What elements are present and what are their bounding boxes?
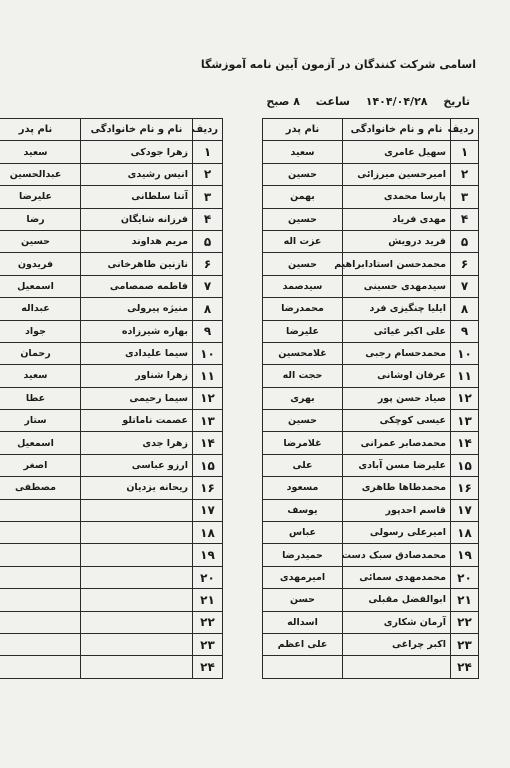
table-row — [0, 544, 223, 566]
row-father-name: حسن — [263, 589, 343, 611]
row-father-name: مصطفی — [0, 477, 81, 499]
row-father-name: جواد — [0, 320, 81, 342]
row-number: ۱۰ — [451, 342, 479, 364]
row-name — [81, 499, 193, 521]
row-name: زهرا جدی — [81, 432, 193, 454]
table-row — [0, 522, 223, 544]
row-number: ۷ — [193, 275, 223, 297]
row-number: ۱۶ — [451, 477, 479, 499]
column-header-index: ردیف — [451, 119, 479, 141]
row-name — [81, 566, 193, 588]
row-name: آرمان شکاری — [343, 611, 451, 633]
table-row — [263, 253, 479, 275]
row-number: ۳ — [193, 186, 223, 208]
table-row — [263, 320, 479, 342]
row-number: ۱۷ — [451, 499, 479, 521]
row-father-name: اسمعیل — [0, 432, 81, 454]
row-number: ۱۸ — [193, 522, 223, 544]
row-father-name: حسین — [0, 230, 81, 252]
row-number: ۴ — [193, 208, 223, 230]
row-number: ۱۴ — [193, 432, 223, 454]
row-father-name — [0, 544, 81, 566]
column-header-father: نام پدر — [0, 119, 81, 141]
table-row — [263, 230, 479, 252]
table-row — [263, 544, 479, 566]
row-number: ۳ — [451, 186, 479, 208]
row-name: عیسی کوچکی — [343, 410, 451, 432]
row-number: ۱ — [193, 141, 223, 163]
row-number: ۲۴ — [451, 656, 479, 678]
table-row — [263, 611, 479, 633]
row-father-name: بهمن — [263, 186, 343, 208]
row-name: محمدمهدی سمائی — [343, 566, 451, 588]
row-name: نازنین طاهرخانی — [81, 253, 193, 275]
row-name: سیدمهدی حسینی — [343, 275, 451, 297]
table-row — [263, 298, 479, 320]
row-name: فرزانه شایگان — [81, 208, 193, 230]
row-father-name: غلامرضا — [263, 432, 343, 454]
row-number: ۹ — [451, 320, 479, 342]
table-row — [0, 163, 223, 185]
row-number: ۲۴ — [193, 656, 223, 678]
row-number: ۴ — [451, 208, 479, 230]
row-name: محمدصابر عمرانی — [343, 432, 451, 454]
table-row — [263, 387, 479, 409]
row-father-name: حسین — [263, 208, 343, 230]
row-father-name — [0, 589, 81, 611]
row-name: سیما رحیمی — [81, 387, 193, 409]
table-row — [263, 365, 479, 387]
table-row — [263, 141, 479, 163]
row-father-name — [0, 566, 81, 588]
row-name: زهرا شناور — [81, 365, 193, 387]
row-father-name: یوسف — [263, 499, 343, 521]
row-number: ۱۹ — [451, 544, 479, 566]
row-name: محمدحسام رجبی — [343, 342, 451, 364]
row-name: سیما علیدادی — [81, 342, 193, 364]
table-row — [263, 499, 479, 521]
table-row — [263, 522, 479, 544]
row-name: امیرحسین میرزائی — [343, 163, 451, 185]
table-row — [0, 186, 223, 208]
column-header-name: نام و نام خانوادگی — [343, 119, 451, 141]
row-number: ۶ — [193, 253, 223, 275]
date-value: ۱۴۰۴/۰۴/۲۸ — [365, 95, 428, 108]
row-name — [81, 611, 193, 633]
table-row — [0, 365, 223, 387]
column-header-index: ردیف — [193, 119, 223, 141]
row-name: زهرا جودکی — [81, 141, 193, 163]
table-row — [0, 230, 223, 252]
row-name: ابوالفضل مقبلی — [343, 589, 451, 611]
row-name: محمدحسن استادابراهیم — [343, 253, 451, 275]
row-number: ۱ — [451, 141, 479, 163]
row-father-name — [0, 522, 81, 544]
row-name: محمدصادق سبک دست — [343, 544, 451, 566]
row-number: ۵ — [451, 230, 479, 252]
table-row — [0, 141, 223, 163]
row-name: ارزو عباسی — [81, 454, 193, 476]
row-father-name — [0, 633, 81, 655]
table-row — [263, 589, 479, 611]
table-row — [0, 656, 223, 678]
column-header-father: نام پدر — [263, 119, 343, 141]
row-father-name: سعید — [263, 141, 343, 163]
row-name: منیژه پیرولی — [81, 298, 193, 320]
date-line — [254, 95, 470, 108]
row-number: ۱۵ — [193, 454, 223, 476]
row-number: ۱۱ — [451, 365, 479, 387]
row-father-name — [0, 499, 81, 521]
table-row — [0, 611, 223, 633]
participants-table-left — [0, 118, 223, 679]
table-row — [0, 298, 223, 320]
row-number: ۵ — [193, 230, 223, 252]
row-name: عصمت ناماتلو — [81, 410, 193, 432]
table-row — [0, 499, 223, 521]
table-row — [0, 454, 223, 476]
row-number: ۶ — [451, 253, 479, 275]
participants-table-right — [262, 118, 479, 679]
column-header-name: نام و نام خانوادگی — [81, 119, 193, 141]
row-number: ۲۳ — [451, 633, 479, 655]
row-father-name: امیرمهدی — [263, 566, 343, 588]
row-father-name: حسین — [263, 253, 343, 275]
table-row — [0, 566, 223, 588]
row-name: عرفان اوشانی — [343, 365, 451, 387]
row-name — [81, 522, 193, 544]
table-row — [263, 342, 479, 364]
table-row — [263, 275, 479, 297]
table-row — [263, 454, 479, 476]
row-father-name: رضا — [0, 208, 81, 230]
row-number: ۲۱ — [451, 589, 479, 611]
table-row — [0, 208, 223, 230]
table-row — [263, 208, 479, 230]
row-father-name: اسمعیل — [0, 275, 81, 297]
row-number: ۱۵ — [451, 454, 479, 476]
table-row — [263, 163, 479, 185]
row-number: ۷ — [451, 275, 479, 297]
table-row — [0, 320, 223, 342]
row-name: انیس رشیدی — [81, 163, 193, 185]
row-number: ۱۸ — [451, 522, 479, 544]
row-number: ۲ — [193, 163, 223, 185]
row-father-name: ستار — [0, 410, 81, 432]
row-name: بهاره شیرزاده — [81, 320, 193, 342]
row-name: ایلیا چنگیزی فرد — [343, 298, 451, 320]
row-name — [81, 544, 193, 566]
table-row — [263, 477, 479, 499]
row-number: ۲۰ — [451, 566, 479, 588]
row-name: آتنا سلطانی — [81, 186, 193, 208]
row-father-name: حسین — [263, 163, 343, 185]
row-number: ۲۱ — [193, 589, 223, 611]
row-father-name: حسین — [263, 410, 343, 432]
table-row — [263, 186, 479, 208]
row-name: صیاد حسن پور — [343, 387, 451, 409]
table-row — [0, 477, 223, 499]
row-father-name: سعید — [0, 365, 81, 387]
row-father-name: سعید — [0, 141, 81, 163]
table-row — [0, 275, 223, 297]
row-name — [81, 656, 193, 678]
row-father-name: رحمان — [0, 342, 81, 364]
table-row — [263, 432, 479, 454]
table-row — [263, 566, 479, 588]
row-number: ۹ — [193, 320, 223, 342]
table-row — [0, 633, 223, 655]
row-number: ۱۳ — [451, 410, 479, 432]
table-row — [263, 410, 479, 432]
row-name: محمدطاها طاهری — [343, 477, 451, 499]
row-number: ۲۳ — [193, 633, 223, 655]
row-number: ۱۳ — [193, 410, 223, 432]
table-row — [0, 342, 223, 364]
table-row — [0, 589, 223, 611]
row-number: ۸ — [193, 298, 223, 320]
row-number: ۲ — [451, 163, 479, 185]
row-number: ۸ — [451, 298, 479, 320]
row-number: ۱۱ — [193, 365, 223, 387]
row-father-name: محمدرضا — [263, 298, 343, 320]
row-name: سهیل عامری — [343, 141, 451, 163]
row-number: ۱۲ — [451, 387, 479, 409]
row-name: فرید درویش — [343, 230, 451, 252]
row-name: علی اکبر غیائی — [343, 320, 451, 342]
row-name — [343, 656, 451, 678]
row-father-name: علیرضا — [263, 320, 343, 342]
table-row — [0, 410, 223, 432]
row-father-name: بهری — [263, 387, 343, 409]
row-father-name: حمیدرضا — [263, 544, 343, 566]
table-row — [0, 432, 223, 454]
table-row — [263, 656, 479, 678]
row-father-name: علیرضا — [0, 186, 81, 208]
row-father-name: عزت اله — [263, 230, 343, 252]
row-number: ۱۶ — [193, 477, 223, 499]
row-father-name: اسداله — [263, 611, 343, 633]
page-title: اسامی شرکت کنندگان در آزمون آیین نامه آموزشگا — [200, 58, 476, 71]
row-number: ۲۰ — [193, 566, 223, 588]
row-name — [81, 589, 193, 611]
row-name: اکبر چراغی — [343, 633, 451, 655]
row-father-name: عباس — [263, 522, 343, 544]
row-father-name: اصغر — [0, 454, 81, 476]
table-row — [263, 633, 479, 655]
row-father-name: عبدالحسین — [0, 163, 81, 185]
row-father-name — [0, 656, 81, 678]
row-father-name: عطا — [0, 387, 81, 409]
row-number: ۲۲ — [193, 611, 223, 633]
row-name: مریم هداوند — [81, 230, 193, 252]
row-name: امیرعلی رسولی — [343, 522, 451, 544]
row-name: قاسم احدپور — [343, 499, 451, 521]
time-value: ۸ صبح — [266, 95, 300, 108]
table-header-row — [0, 119, 223, 141]
row-father-name: سیدصمد — [263, 275, 343, 297]
row-number: ۱۰ — [193, 342, 223, 364]
row-father-name: عبداله — [0, 298, 81, 320]
table-header-row — [263, 119, 479, 141]
row-father-name: مسعود — [263, 477, 343, 499]
row-number: ۱۴ — [451, 432, 479, 454]
row-father-name: علی اعظم — [263, 633, 343, 655]
row-number: ۱۷ — [193, 499, 223, 521]
row-father-name: علی — [263, 454, 343, 476]
date-label: تاریخ — [443, 95, 470, 108]
row-name: فاطمه صمصامی — [81, 275, 193, 297]
row-father-name — [263, 656, 343, 678]
table-row — [0, 253, 223, 275]
table-row — [0, 387, 223, 409]
row-name — [81, 633, 193, 655]
row-number: ۲۲ — [451, 611, 479, 633]
row-name: ریحانه یزدیان — [81, 477, 193, 499]
row-name: مهدی فریاد — [343, 208, 451, 230]
time-label: ساعت — [315, 95, 350, 108]
row-name: پارسا محمدی — [343, 186, 451, 208]
row-father-name: فریدون — [0, 253, 81, 275]
row-number: ۱۲ — [193, 387, 223, 409]
row-number: ۱۹ — [193, 544, 223, 566]
row-father-name — [0, 611, 81, 633]
row-father-name: حجت اله — [263, 365, 343, 387]
row-father-name: غلامحسین — [263, 342, 343, 364]
row-name: علیرضا مسن آبادی — [343, 454, 451, 476]
